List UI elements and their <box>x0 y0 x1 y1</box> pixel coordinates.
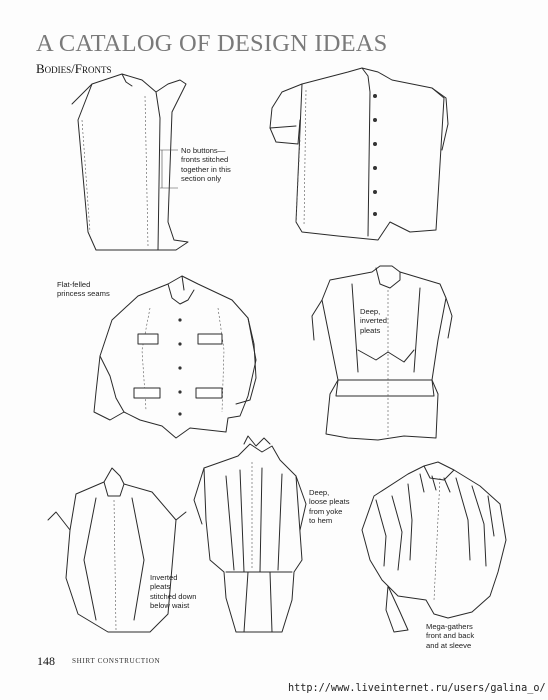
illustration-deep-inverted-pleats <box>312 266 452 440</box>
illustration-deep-loose-pleats <box>194 436 306 632</box>
page-number: 148 <box>37 654 55 668</box>
note-no-buttons: No buttons— fronts stitched together in this section only <box>181 146 231 184</box>
illustration-front-no-buttons <box>72 74 188 250</box>
section-subtitle: Bodies/Fronts <box>36 61 112 76</box>
illustration-mega-gathers <box>362 462 506 632</box>
note-deep-loose: Deep, loose pleats from yoke to hem <box>309 488 350 526</box>
note-inverted-pleats: Inverted pleats stitched down below waist <box>150 573 197 611</box>
running-head: SHIRT CONSTRUCTION <box>72 657 161 665</box>
watermark-url: http://www.liveinternet.ru/users/galina_o/ <box>288 683 546 694</box>
page-title: A CATALOG OF DESIGN IDEAS <box>36 30 388 57</box>
illustration-buttoned-front <box>270 68 448 240</box>
note-flat-felled: Flat-felled princess seams <box>57 280 110 299</box>
illustration-princess-seams <box>94 276 256 438</box>
note-mega-gathers: Mega-gathers front and back and at sleeve <box>426 622 475 650</box>
note-deep-inverted: Deep, inverted pleats <box>360 307 388 335</box>
